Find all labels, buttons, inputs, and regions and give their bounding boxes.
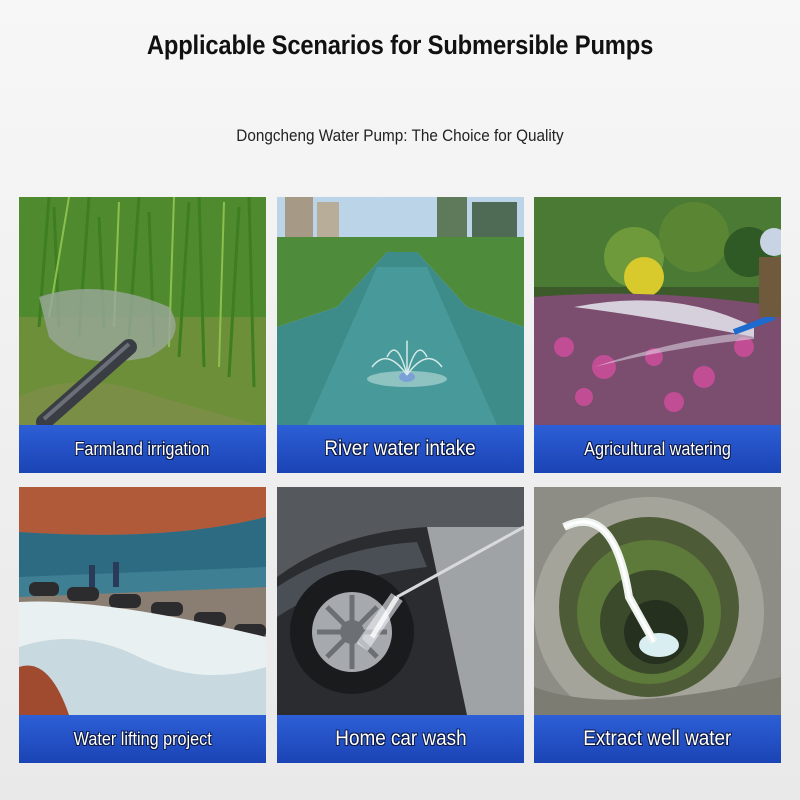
page-subtitle: Dongcheng Water Pump: The Choice for Quality — [236, 126, 564, 145]
scenario-card-agricultural — [534, 197, 781, 473]
scenario-label-band — [534, 715, 781, 763]
scenario-label: Agricultural watering — [584, 438, 731, 459]
scenario-label: Home car wash — [334, 727, 467, 750]
scenario-label-band — [277, 715, 524, 763]
scenario-label: River water intake — [324, 437, 477, 460]
scenario-label: Extract well water — [583, 727, 732, 750]
page-title: Applicable Scenarios for Submersible Pumps — [146, 30, 654, 60]
scenario-label-band — [277, 425, 524, 473]
scenario-label-band — [19, 425, 266, 473]
scenario-label: Farmland irrigation — [74, 438, 211, 459]
scenario-label-band — [534, 425, 781, 473]
scenario-card-car-wash — [277, 487, 524, 763]
scenario-card-farmland — [19, 197, 266, 473]
scenario-card-well — [534, 487, 781, 763]
scenario-card-water-lifting — [19, 487, 266, 763]
scenario-card-river — [277, 197, 524, 473]
scenario-label-band — [19, 715, 266, 763]
scenario-label: Water lifting project — [73, 728, 212, 749]
